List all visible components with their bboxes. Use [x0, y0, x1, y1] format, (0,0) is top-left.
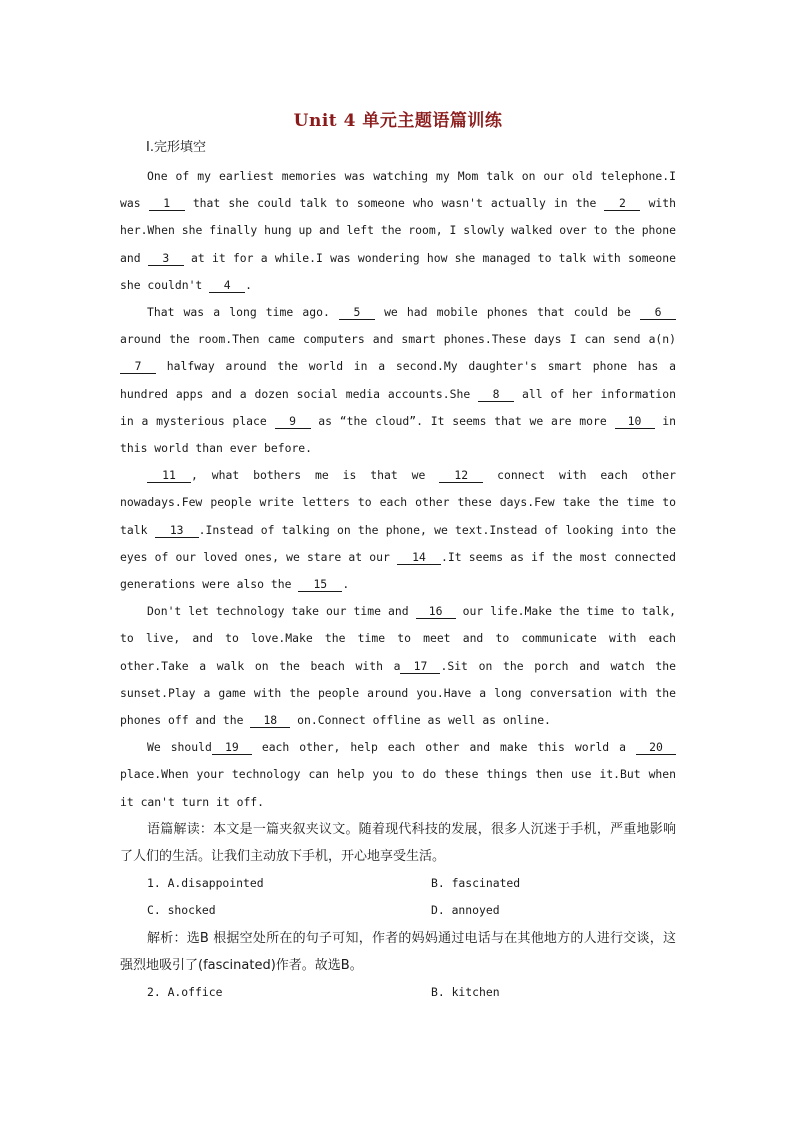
- blank-3: 3: [148, 251, 184, 266]
- passage-text: .It seems as if the most connected generations were also the: [120, 549, 677, 592]
- document-page: [120, 96, 676, 1006]
- passage-paragraph: [120, 598, 676, 734]
- passage-paragraph: [120, 734, 676, 816]
- blank-14: 14: [397, 550, 441, 565]
- passage-text: .: [342, 577, 350, 592]
- cloze-passage: [120, 163, 676, 816]
- blank-9: 9: [275, 414, 311, 429]
- blank-18: 18: [250, 713, 290, 728]
- option-b: B. kitchen: [431, 985, 500, 1000]
- passage-text: , what bothers me is that we: [191, 468, 440, 483]
- option-b: B. fascinated: [431, 876, 521, 891]
- passage-text: That was a long time ago.: [147, 305, 339, 320]
- blank-17: 17: [400, 659, 440, 674]
- passage-text: .: [245, 277, 253, 292]
- blank-5: 5: [339, 305, 375, 320]
- passage-text: halfway around the world in a second.My daughter's smart phone has a hundred apps and a dozen social media accounts.She: [120, 359, 676, 401]
- option-a: 1. A.disappointed: [147, 876, 264, 891]
- blank-2: 2: [604, 196, 640, 211]
- passage-text: .Sit on the porch and watch the sunset.Play a game with the people around you.Have a long conversation with the phones off and the: [120, 658, 676, 728]
- blank-7: 7: [120, 359, 156, 374]
- option-a: 2. A.office: [147, 985, 223, 1000]
- question-2-options-row-1: [120, 979, 676, 1006]
- passage-text: all of her information in a mysterious place: [120, 386, 676, 428]
- passage-text: with her.When she finally hung up and left the room, I slowly walked over to the phone and: [120, 196, 677, 265]
- blank-8: 8: [478, 387, 514, 402]
- passage-text: place.When your technology can help you to do these things then use it.But when it can't turn it off.: [120, 767, 676, 809]
- passage-paragraph: [120, 462, 676, 598]
- page-title: Unit 4 单元主题语篇训练: [293, 111, 503, 131]
- blank-19: 19: [212, 740, 252, 755]
- blank-1: 1: [149, 196, 185, 211]
- passage-text: We should: [147, 740, 212, 755]
- passage-text: .Instead of talking on the phone, we text.Instead of looking into the eyes of our loved ones, we stare at our: [120, 522, 676, 564]
- passage-text: that she could talk to someone who wasn't actually in the: [184, 196, 605, 211]
- passage-text: Don't let technology take our time and: [147, 604, 416, 619]
- passage-text: as “the cloud”. It seems that we are more: [310, 413, 615, 428]
- passage-text: around the room.Then came computers and smart phones.These days I can send a(n): [120, 332, 676, 347]
- passage-analysis: 语篇解读：本文是一篇夹叙夹议文。随着现代科技的发展，很多人沉迷于手机，严重地影响了人们的生活。让我们主动放下手机，开心地享受生活。: [120, 821, 676, 865]
- blank-4: 4: [209, 278, 245, 293]
- question-1-explanation: 解析：选B 根据空处所在的句子可知，作者的妈妈通过电话与在其他地方的人进行交谈，这强烈地吸引了(fascinated)作者。故选B。: [120, 930, 676, 973]
- option-c: C. shocked: [147, 903, 216, 918]
- passage-paragraph: [120, 299, 676, 462]
- passage-text: our life.Make the time to talk, to live, and to love.Make the time to meet and to communicate with each other.Take a walk on the beach with a: [120, 604, 677, 673]
- passage-paragraph: [120, 163, 676, 299]
- passage-text: in this world than ever before.: [120, 413, 676, 456]
- section-heading: Ⅰ.完形填空: [146, 140, 206, 155]
- question-1-options-row-2: [120, 897, 676, 924]
- blank-16: 16: [416, 604, 456, 619]
- passage-text: each other, help each other and make this world a: [251, 740, 636, 755]
- question-1-options-row-1: [120, 870, 676, 897]
- blank-20: 20: [636, 740, 676, 755]
- passage-text: on.Connect offline as well as online.: [290, 713, 551, 728]
- blank-13: 13: [155, 523, 199, 538]
- blank-10: 10: [615, 414, 655, 429]
- blank-11: 11: [147, 468, 191, 483]
- blank-6: 6: [640, 305, 676, 320]
- blank-15: 15: [298, 577, 342, 592]
- passage-text: connect with each other nowadays.Few people write letters to each other these days.Few take the time to talk: [120, 468, 676, 537]
- blank-12: 12: [439, 468, 483, 483]
- passage-text: One of my earliest memories was watching my Mom talk on our old telephone.I was: [120, 169, 676, 211]
- passage-text: at it for a while.I was wondering how she managed to talk with someone she couldn't: [120, 250, 676, 292]
- passage-text: we had mobile phones that could be: [374, 305, 640, 320]
- option-d: D. annoyed: [431, 903, 500, 918]
